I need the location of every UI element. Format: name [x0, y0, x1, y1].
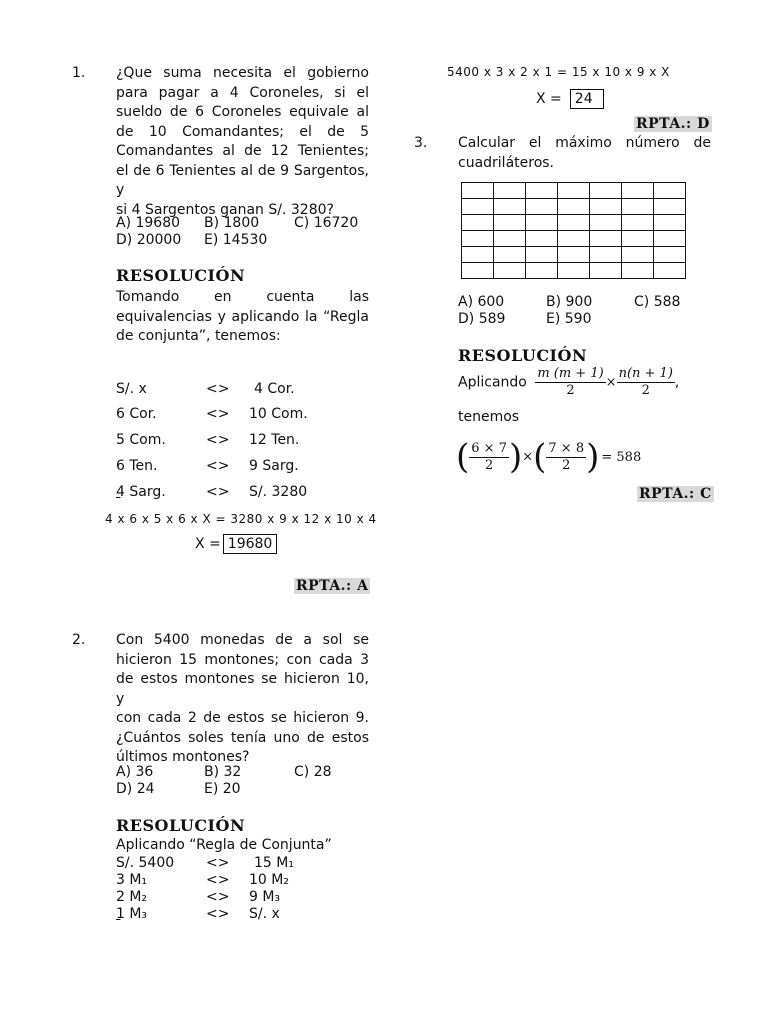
- q2-text: [116, 631, 369, 768]
- q3-left-paren: (: [456, 437, 470, 477]
- q1-line: ¿Que suma necesita el gobierno: [116, 65, 369, 81]
- grid-cell: [654, 199, 686, 215]
- q1-chain-last-row: [116, 484, 309, 500]
- q1-resolution-text: [116, 288, 369, 347]
- grid-cell: [526, 231, 558, 247]
- q3-calc-num-2: 7 × 8: [548, 440, 585, 456]
- q3-number: 3.: [414, 135, 428, 151]
- grid-cell: [462, 247, 494, 263]
- grid-row: [462, 199, 686, 215]
- q3-calculation: [456, 437, 642, 477]
- grid-cell: [558, 231, 590, 247]
- q3-options: [458, 294, 718, 328]
- q2-chain-last-row: [116, 906, 282, 922]
- q1-option-d: D) 20000: [116, 232, 182, 248]
- grid-cell: [558, 263, 590, 279]
- q1-chain-right: 12 Ten.: [249, 432, 300, 448]
- q3-formula-num-m: m (m + 1): [537, 366, 604, 381]
- q2-option-d: D) 24: [116, 781, 155, 797]
- grid-cell: [622, 247, 654, 263]
- q1-options: [116, 215, 376, 249]
- q2-resolution-title: RESOLUCIÓN: [116, 816, 246, 835]
- grid-cell: [494, 231, 526, 247]
- grid-cell: [494, 247, 526, 263]
- grid-cell: [494, 215, 526, 231]
- q2-chain-mid: <>: [206, 906, 230, 922]
- grid-cell: [622, 231, 654, 247]
- q3-times-symbol: ×: [605, 375, 617, 390]
- grid-cell: [654, 263, 686, 279]
- grid-cell: [590, 247, 622, 263]
- q2-equation: 5400 x 3 x 2 x 1 = 15 x 10 x 9 x X: [447, 65, 670, 79]
- q2-answer: RPTA.: D: [636, 116, 710, 132]
- q3-comma: ,: [674, 374, 680, 391]
- grid-cell: [622, 215, 654, 231]
- q3-option-d: D) 589: [458, 311, 506, 327]
- grid-cell: [622, 199, 654, 215]
- q3-option-c: C) 588: [634, 294, 681, 310]
- grid-cell: [494, 263, 526, 279]
- q3-calc-num-1: 6 × 7: [471, 440, 507, 456]
- q1-x-value-box: 19680: [223, 534, 278, 554]
- q2-resolution-intro: Aplicando “Regla de Conjunta”: [116, 837, 332, 853]
- q2-chain-left: 2 M₂: [116, 889, 148, 905]
- q1-option-e: E) 14530: [204, 232, 268, 248]
- grid-row: [462, 183, 686, 199]
- q3-option-b: B) 900: [546, 294, 593, 310]
- q2-chain-mid: <>: [206, 889, 230, 905]
- grid-row: [462, 247, 686, 263]
- q2-x-value-box: 24: [570, 89, 604, 109]
- q2-option-b: B) 32: [204, 764, 242, 780]
- q1-chain-mid: <>: [206, 484, 230, 500]
- grid-cell: [462, 183, 494, 199]
- q3-grid: [461, 182, 686, 279]
- q3-right-paren: ): [508, 437, 523, 477]
- grid-row: [462, 231, 686, 247]
- q2-chain-left: S/. 5400: [116, 855, 175, 871]
- q2-line: Con 5400 monedas de a sol se: [116, 632, 369, 648]
- q3-formula-fraction-n: [617, 366, 675, 399]
- q2-options: [116, 764, 376, 798]
- q1-chain-mid: <>: [206, 406, 230, 422]
- q2-line: ¿Cuántos soles tenía uno de estos: [116, 729, 369, 746]
- grid-cell: [654, 231, 686, 247]
- grid-cell: [590, 215, 622, 231]
- q2-line: hicieron 15 montones; con cada 3: [116, 651, 369, 668]
- q3-grid-figure: [461, 182, 686, 279]
- q1-chain-right: S/. 3280: [249, 484, 308, 500]
- q3-option-a: A) 600: [458, 294, 505, 310]
- q1-chain-left: 5 Com.: [116, 432, 166, 448]
- q3-line: cuadriláteros.: [458, 154, 555, 171]
- q2-chain-left: 1 M₃: [116, 906, 148, 922]
- q3-answer: RPTA.: C: [639, 486, 712, 502]
- q2-number: 2.: [72, 632, 86, 648]
- grid-cell: [526, 247, 558, 263]
- q2-option-a: A) 36: [116, 764, 154, 780]
- q1-chain-mid: <>: [206, 432, 230, 448]
- q3-line: Calcular el máximo número de: [458, 135, 711, 151]
- q3-formula-den-m: 2: [566, 383, 575, 398]
- q2-option-e: E) 20: [204, 781, 241, 797]
- q1-line: Comandantes al de 12 Tenientes;: [116, 143, 369, 159]
- q2-line: con cada 2 de estos se hicieron 9.: [116, 710, 369, 726]
- grid-cell: [462, 215, 494, 231]
- q1-line: el de 6 Tenientes al de 9 Sargentos, y: [116, 162, 369, 198]
- grid-cell: [462, 263, 494, 279]
- q3-left-paren: (: [533, 437, 547, 477]
- q1-line: de 10 Comandantes; el de 5: [116, 123, 369, 140]
- q1-chain-left: 6 Ten.: [116, 458, 158, 474]
- q3-text: [458, 134, 711, 173]
- q1-answer: RPTA.: A: [296, 578, 369, 594]
- q3-option-e: E) 590: [546, 311, 592, 327]
- q3-formula-num-n: n(n + 1): [618, 366, 673, 381]
- q2-line: de estos montones se hicieron 10, y: [116, 671, 369, 707]
- grid-cell: [462, 231, 494, 247]
- grid-row: [462, 263, 686, 279]
- q1-option-c: C) 16720: [294, 215, 359, 231]
- q3-tenemos: tenemos: [458, 409, 520, 425]
- q1-result: [195, 534, 277, 554]
- q3-calc-fraction-1: [469, 441, 509, 474]
- q1-chain-left: S/. x: [116, 381, 147, 397]
- q1-number: 1.: [72, 65, 86, 81]
- grid-cell: [590, 231, 622, 247]
- grid-cell: [526, 263, 558, 279]
- q1-line: para pagar a 4 Coroneles, si el: [116, 84, 369, 101]
- q3-formula-den-n: 2: [641, 383, 650, 398]
- grid-cell: [654, 247, 686, 263]
- q3-formula-fraction-m: [535, 366, 605, 399]
- q1-option-a: A) 19680: [116, 215, 181, 231]
- grid-cell: [590, 183, 622, 199]
- grid-cell: [462, 199, 494, 215]
- grid-cell: [494, 183, 526, 199]
- grid-cell: [622, 183, 654, 199]
- q3-calc-result: = 588: [601, 449, 642, 465]
- q1-chain-left: 4 Sarg.: [116, 484, 166, 500]
- grid-cell: [654, 183, 686, 199]
- grid-cell: [590, 199, 622, 215]
- grid-cell: [558, 199, 590, 215]
- grid-cell: [558, 183, 590, 199]
- q2-result: [536, 89, 604, 109]
- grid-row: [462, 215, 686, 231]
- q2-chain-right: 10 M₂: [249, 872, 289, 888]
- q1-chain-left: 6 Cor.: [116, 406, 157, 422]
- q3-right-paren: ): [586, 437, 600, 477]
- q3-resolution-title: RESOLUCIÓN: [458, 346, 588, 365]
- grid-cell: [526, 215, 558, 231]
- q2-chain-mid: <>: [206, 855, 230, 871]
- grid-cell: [558, 215, 590, 231]
- q1-chain-right: 10 Com.: [249, 406, 308, 422]
- q1-line: si 4 Sargentos ganan S/. 3280?: [116, 201, 334, 218]
- q3-calc-den-2: 2: [562, 457, 571, 473]
- q3-calc-den-1: 2: [484, 457, 494, 473]
- q2-option-c: C) 28: [294, 764, 332, 780]
- q2-chain-left: 3 M₁: [116, 872, 148, 888]
- q3-applying: Aplicando: [458, 374, 527, 391]
- q1-res-line: equivalencias y aplicando la “Regla: [116, 308, 369, 325]
- grid-cell: [558, 247, 590, 263]
- q2-x-label: X =: [536, 91, 562, 107]
- q1-chain-mid: <>: [206, 458, 230, 474]
- q3-times-symbol: ×: [522, 449, 534, 465]
- q1-chain-mid: <>: [206, 381, 230, 397]
- grid-cell: [494, 199, 526, 215]
- grid-cell: [526, 183, 558, 199]
- q1-resolution-title: RESOLUCIÓN: [116, 266, 246, 285]
- q1-res-line: de conjunta”, tenemos:: [116, 328, 281, 344]
- q1-x-label: X =: [195, 536, 221, 552]
- q1-chain-right: 9 Sarg.: [249, 458, 299, 474]
- q1-option-b: B) 1800: [204, 215, 260, 231]
- q3-calc-fraction-2: [546, 441, 586, 474]
- grid-cell: [622, 263, 654, 279]
- q2-chain-right: 15 M₁: [254, 855, 294, 871]
- q2-line: últimos montones?: [116, 749, 250, 765]
- q1-res-line: Tomando en cuenta las: [116, 289, 369, 305]
- q2-chain-right: S/. x: [249, 906, 280, 922]
- q1-line: sueldo de 6 Coroneles equivale al: [116, 104, 369, 120]
- q2-chain-mid: <>: [206, 872, 230, 888]
- q3-formula-line: [458, 366, 679, 399]
- grid-cell: [526, 199, 558, 215]
- q1-chain-right: 4 Cor.: [254, 381, 295, 397]
- grid-cell: [590, 263, 622, 279]
- q1-equation: 4 x 6 x 5 x 6 x X = 3280 x 9 x 12 x 10 x 4: [105, 512, 377, 526]
- q2-chain-right: 9 M₃: [249, 889, 281, 905]
- grid-cell: [654, 215, 686, 231]
- q1-text: [116, 64, 369, 220]
